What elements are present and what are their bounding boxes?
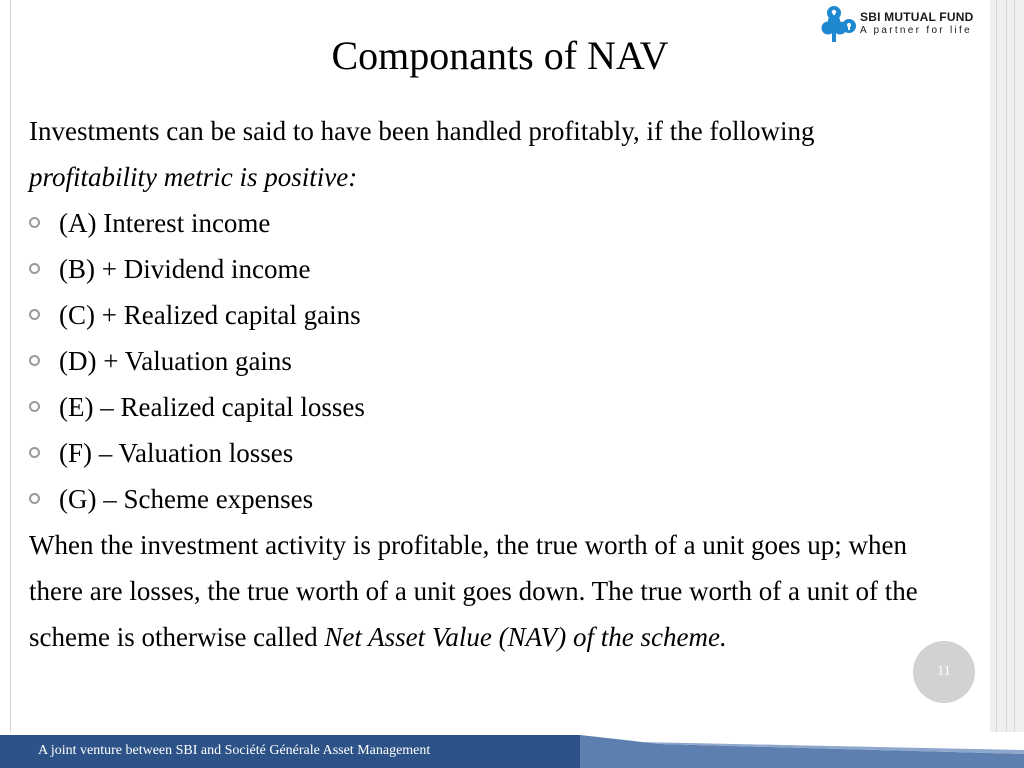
list-item xyxy=(29,384,949,430)
list-item xyxy=(29,476,949,522)
conclusion-paragraph xyxy=(29,522,949,660)
slide-body xyxy=(29,108,949,660)
list-item xyxy=(29,200,949,246)
list-item-text: (B) + Dividend income xyxy=(59,254,311,284)
list-item-text: (D) + Valuation gains xyxy=(59,346,292,376)
right-decorative-band xyxy=(990,0,1024,768)
circle-bullet-icon xyxy=(29,263,40,274)
intro-emphasis: profitability metric is positive: xyxy=(29,162,358,192)
intro-text: Investments can be said to have been handled profitably, if the following xyxy=(29,116,815,146)
left-frame-line xyxy=(10,0,11,768)
logo-brand-name: SBI MUTUAL FUND xyxy=(860,10,974,24)
circle-bullet-icon xyxy=(29,355,40,366)
circle-bullet-icon xyxy=(29,401,40,412)
list-item xyxy=(29,338,949,384)
list-item-text: (F) – Valuation losses xyxy=(59,438,294,468)
conclusion-text: When the investment activity is profitable, the true worth of a unit goes up; when there are losses, the true worth of a unit goes down. The true worth of a unit of the scheme is otherwise called xyxy=(29,530,918,652)
list-item-text: (E) – Realized capital losses xyxy=(59,392,365,422)
list-item-text: (G) – Scheme expenses xyxy=(59,484,314,514)
page-number-badge: 11 xyxy=(913,641,975,703)
circle-bullet-icon xyxy=(29,493,40,504)
list-item-text: (A) Interest income xyxy=(59,208,271,238)
circle-bullet-icon xyxy=(29,447,40,458)
list-item xyxy=(29,430,949,476)
footer-text: A joint venture between SBI and Société Générale Asset Management xyxy=(38,743,431,758)
conclusion-emphasis: Net Asset Value (NAV) of the scheme. xyxy=(324,622,727,652)
list-item xyxy=(29,292,949,338)
circle-bullet-icon xyxy=(29,217,40,228)
list-item xyxy=(29,246,949,292)
list-item-text: (C) + Realized capital gains xyxy=(59,300,361,330)
intro-paragraph xyxy=(29,108,949,200)
nav-components-list xyxy=(29,200,949,522)
circle-bullet-icon xyxy=(29,309,40,320)
slide-title: Componants of NAV xyxy=(331,33,669,78)
logo-tagline: A partner for life xyxy=(860,25,972,36)
